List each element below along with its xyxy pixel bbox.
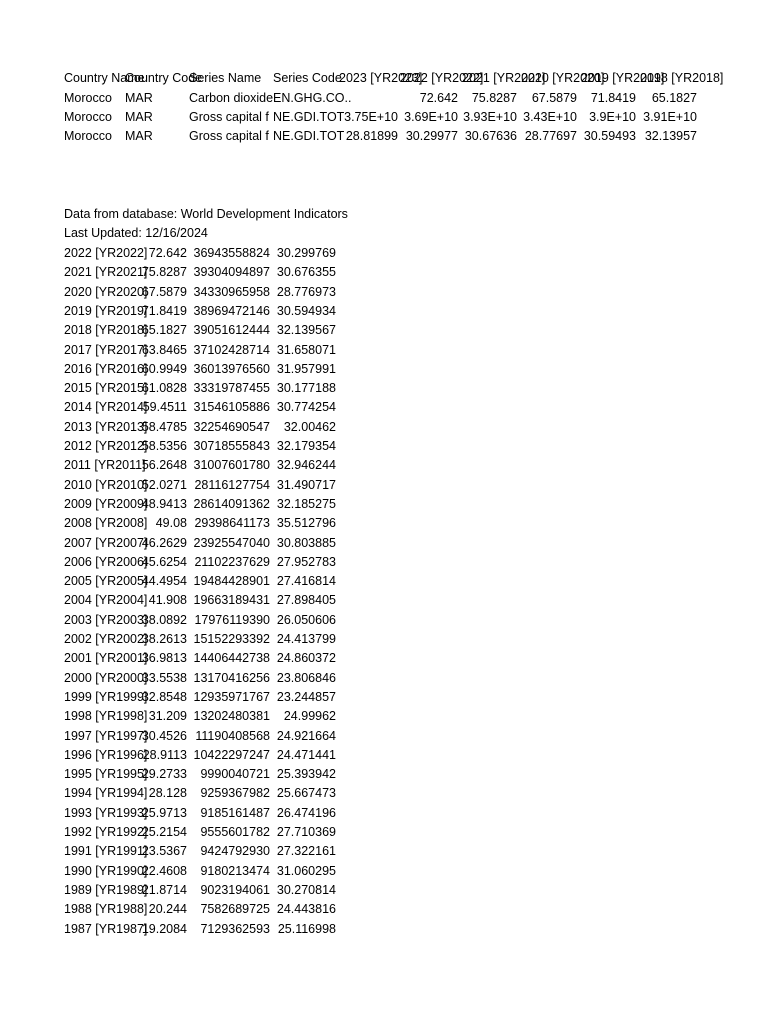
co2-value-cell[interactable]: 45.6254	[141, 554, 187, 569]
header-2021[interactable]: 2021 [YR2021]	[462, 71, 546, 85]
value-cell-2022[interactable]: 3.69E+10	[404, 110, 458, 124]
co2-value-cell[interactable]: 67.5879	[141, 284, 187, 299]
gross-capital-value-cell[interactable]: 19484428901	[193, 574, 270, 589]
year-cell[interactable]: 1999 [YR1999]	[64, 689, 148, 704]
co2-value-cell[interactable]: 58.4785	[141, 419, 187, 434]
co2-value-cell[interactable]: 28.9113	[142, 747, 187, 762]
gross-capital-pct-cell[interactable]: 31.490717	[276, 477, 336, 492]
table-row	[0, 823, 768, 842]
year-cell[interactable]: 2014 [YR2014]	[64, 400, 148, 415]
year-cell[interactable]: 2016 [YR2016]	[64, 361, 148, 376]
country-code-cell[interactable]: MAR	[125, 110, 153, 124]
gross-capital-pct-cell[interactable]: 31.060295	[276, 863, 336, 878]
gross-capital-value-cell[interactable]: 31007601780	[193, 458, 270, 473]
value-cell-2022[interactable]: 72.642	[419, 91, 458, 105]
header-2018[interactable]: 2018 [YR2018]	[640, 71, 724, 85]
gross-capital-pct-cell[interactable]: 26.050606	[276, 612, 336, 627]
gross-capital-value-cell[interactable]: 7129362593	[200, 921, 270, 936]
co2-value-cell[interactable]: 20.244	[148, 902, 187, 917]
co2-value-cell[interactable]: 38.2613	[141, 632, 187, 646]
gross-capital-value-cell[interactable]: 36943558824	[193, 246, 270, 260]
co2-value-cell[interactable]: 25.2154	[141, 825, 187, 839]
gross-capital-value-cell[interactable]: 9185161487	[200, 805, 270, 820]
co2-value-cell[interactable]: 52.0271	[141, 477, 187, 492]
series-code-cell[interactable]: EN.GHG.CO..	[273, 91, 352, 105]
co2-value-cell[interactable]: 33.5538	[141, 670, 187, 685]
source-note[interactable]: Data from database: World Development Indicators	[64, 207, 348, 221]
co2-value-cell[interactable]: 48.9413	[141, 496, 187, 511]
gross-capital-pct-cell[interactable]: 25.393942	[276, 767, 336, 782]
co2-value-cell[interactable]: 30.4526	[141, 728, 187, 743]
table-row	[0, 418, 768, 437]
table-row	[0, 572, 768, 591]
table-row	[0, 553, 768, 572]
table-row	[0, 476, 768, 495]
header-series-name[interactable]: Series Name	[189, 71, 262, 85]
gross-capital-value-cell[interactable]: 19663189431	[193, 593, 270, 608]
gross-capital-pct-cell[interactable]: 24.443816	[276, 902, 336, 917]
table-row	[0, 804, 768, 823]
gross-capital-value-cell[interactable]: 28116127754	[194, 477, 270, 492]
gross-capital-pct-cell[interactable]: 24.413799	[276, 632, 336, 646]
co2-value-cell[interactable]: 31.209	[148, 709, 187, 724]
country-name-cell[interactable]: Morocco	[64, 91, 112, 105]
table-row	[0, 862, 768, 881]
value-cell-2019[interactable]: 71.8419	[590, 91, 636, 105]
table-row	[0, 649, 768, 668]
value-cell-2018[interactable]: 32.13957	[644, 129, 697, 143]
co2-value-cell[interactable]: 58.5356	[141, 439, 187, 453]
year-cell[interactable]: 1994 [YR1994]	[64, 786, 148, 801]
year-cell[interactable]: 2004 [YR2004]	[64, 593, 148, 608]
year-cell[interactable]: 2013 [YR2013]	[64, 419, 148, 434]
table-row	[0, 688, 768, 707]
gross-capital-pct-cell[interactable]: 30.270814	[276, 882, 336, 897]
year-cell[interactable]: 2001 [YR2001]	[64, 651, 148, 666]
gross-capital-pct-cell[interactable]: 32.139567	[276, 323, 336, 338]
table-row	[0, 630, 768, 649]
year-cell[interactable]: 1992 [YR1992]	[64, 825, 148, 839]
gross-capital-value-cell[interactable]: 38969472146	[193, 303, 270, 318]
co2-value-cell[interactable]: 41.908	[148, 593, 187, 608]
table-row	[0, 669, 768, 688]
gross-capital-value-cell[interactable]: 14406442738	[193, 651, 270, 666]
series-name-cell[interactable]: Gross capital f	[189, 129, 269, 143]
country-name-cell[interactable]: Morocco	[64, 129, 112, 143]
table-row	[0, 514, 768, 533]
co2-value-cell[interactable]: 59.4511	[142, 400, 187, 415]
co2-value-cell[interactable]: 22.4608	[141, 863, 187, 878]
co2-value-cell[interactable]: 23.5367	[141, 844, 187, 859]
country-code-cell[interactable]: MAR	[125, 129, 153, 143]
gross-capital-pct-cell[interactable]: 23.244857	[276, 689, 336, 704]
table-row	[0, 920, 768, 939]
value-cell-2020[interactable]: 67.5879	[531, 91, 577, 105]
gross-capital-value-cell[interactable]: 15152293392	[193, 632, 270, 646]
co2-value-cell[interactable]: 19.2084	[141, 921, 187, 936]
table-row	[0, 495, 768, 514]
country-code-cell[interactable]: MAR	[125, 91, 153, 105]
gross-capital-value-cell[interactable]: 9259367982	[200, 786, 270, 801]
year-cell[interactable]: 2015 [YR2015]	[64, 381, 148, 396]
co2-value-cell[interactable]: 36.9813	[141, 651, 187, 666]
gross-capital-pct-cell[interactable]: 30.774254	[276, 400, 336, 415]
co2-value-cell[interactable]: 63.8465	[141, 342, 187, 357]
table-row	[0, 360, 768, 379]
co2-value-cell[interactable]: 29.2733	[141, 767, 187, 782]
value-cell-2022[interactable]: 30.29977	[405, 129, 458, 143]
co2-value-cell[interactable]: 38.0892	[141, 612, 187, 627]
gross-capital-value-cell[interactable]: 28614091362	[193, 496, 270, 511]
value-cell-2019[interactable]: 3.9E+10	[589, 110, 636, 124]
year-cell[interactable]: 1989 [YR1989]	[64, 882, 148, 897]
gross-capital-pct-cell[interactable]: 35.512796	[276, 516, 336, 531]
gross-capital-pct-cell[interactable]: 32.185275	[276, 496, 336, 511]
country-name-cell[interactable]: Morocco	[64, 110, 112, 124]
co2-value-cell[interactable]: 60.9949	[141, 361, 187, 376]
header-row	[0, 69, 768, 88]
gross-capital-value-cell[interactable]: 9023194061	[200, 882, 270, 897]
table-row	[0, 379, 768, 398]
table-row	[0, 842, 768, 861]
header-country-code[interactable]: Country Code	[125, 71, 203, 85]
header-series-code[interactable]: Series Code	[273, 71, 342, 85]
table-row	[0, 746, 768, 765]
year-cell[interactable]: 2021 [YR2021]	[64, 265, 148, 280]
gross-capital-value-cell[interactable]: 7582689725	[200, 902, 270, 917]
table-row	[0, 765, 768, 784]
gross-capital-value-cell[interactable]: 21102237629	[194, 554, 270, 569]
gross-capital-pct-cell[interactable]: 24.99962	[283, 709, 336, 724]
gross-capital-pct-cell[interactable]: 27.416814	[276, 574, 336, 589]
gross-capital-pct-cell[interactable]: 32.00462	[283, 419, 336, 434]
year-cell[interactable]: 1997 [YR1997]	[64, 728, 148, 743]
table-row	[0, 591, 768, 610]
table-row	[0, 89, 768, 108]
year-cell[interactable]: 2010 [YR2010]	[64, 477, 148, 492]
year-cell[interactable]: 2007 [YR2007]	[64, 535, 148, 550]
gross-capital-pct-cell[interactable]: 25.667473	[276, 786, 336, 801]
co2-value-cell[interactable]: 32.8548	[141, 689, 187, 704]
year-cell[interactable]: 2002 [YR2002]	[64, 632, 148, 646]
value-cell-2021[interactable]: 75.8287	[471, 91, 517, 105]
gross-capital-pct-cell[interactable]: 27.952783	[276, 554, 336, 569]
gross-capital-pct-cell[interactable]: 27.322161	[276, 844, 336, 859]
table-row	[0, 127, 768, 146]
gross-capital-value-cell[interactable]: 34330965958	[193, 284, 270, 299]
year-cell[interactable]: 1991 [YR1991]	[64, 844, 148, 859]
value-cell-2018[interactable]: 3.91E+10	[643, 110, 697, 124]
table-row	[0, 302, 768, 321]
gross-capital-pct-cell[interactable]: 32.946244	[276, 458, 336, 473]
gross-capital-pct-cell[interactable]: 28.776973	[276, 284, 336, 299]
value-cell-2021[interactable]: 3.93E+10	[463, 110, 517, 124]
table-row	[0, 900, 768, 919]
gross-capital-value-cell[interactable]: 29398641173	[194, 516, 270, 531]
table-row	[0, 321, 768, 340]
co2-value-cell[interactable]: 21.8714	[141, 882, 187, 897]
value-cell-2020[interactable]: 3.43E+10	[523, 110, 577, 124]
year-cell[interactable]: 1987 [YR1987]	[64, 921, 148, 936]
gross-capital-value-cell[interactable]: 37102428714	[193, 342, 270, 357]
table-row	[0, 534, 768, 553]
gross-capital-value-cell[interactable]: 9555601782	[200, 825, 270, 839]
gross-capital-pct-cell[interactable]: 23.806846	[276, 670, 336, 685]
value-cell-2023[interactable]: 3.75E+10	[344, 110, 398, 124]
header-country-name[interactable]: Country Name	[64, 71, 145, 85]
year-cell[interactable]: 1990 [YR1990]	[64, 863, 148, 878]
co2-value-cell[interactable]: 61.0828	[141, 381, 187, 396]
table-row	[0, 341, 768, 360]
value-cell-2018[interactable]: 65.1827	[651, 91, 697, 105]
value-cell-2023[interactable]: 28.81899	[345, 129, 398, 143]
gross-capital-value-cell[interactable]: 33319787455	[193, 381, 270, 396]
last-updated-note[interactable]: Last Updated: 12/16/2024	[64, 226, 208, 240]
table-row	[0, 398, 768, 417]
table-row	[0, 881, 768, 900]
gross-capital-pct-cell[interactable]: 27.898405	[276, 593, 336, 608]
co2-value-cell[interactable]: 71.8419	[141, 303, 187, 318]
header-2023[interactable]: 2023 [YR2023]	[339, 71, 423, 85]
gross-capital-pct-cell[interactable]: 26.474196	[276, 805, 336, 820]
gross-capital-value-cell[interactable]: 11190408568	[195, 728, 270, 743]
gross-capital-value-cell[interactable]: 13170416256	[193, 670, 270, 685]
gross-capital-value-cell[interactable]: 9990040721	[200, 767, 270, 782]
year-cell[interactable]: 2019 [YR2019]	[64, 303, 148, 318]
series-code-cell[interactable]: NE.GDI.TOT	[273, 129, 345, 143]
gross-capital-pct-cell[interactable]: 24.921664	[276, 728, 336, 743]
table-row	[0, 437, 768, 456]
co2-value-cell[interactable]: 56.2648	[141, 458, 187, 473]
table-row	[0, 707, 768, 726]
gross-capital-pct-cell[interactable]: 30.299769	[276, 246, 336, 260]
gross-capital-value-cell[interactable]: 30718555843	[193, 439, 270, 453]
year-cell[interactable]: 2008 [YR2008]	[64, 516, 148, 531]
table-row	[0, 784, 768, 803]
co2-value-cell[interactable]: 72.642	[148, 246, 187, 260]
year-cell[interactable]: 1995 [YR1995]	[64, 767, 148, 782]
co2-value-cell[interactable]: 65.1827	[141, 323, 187, 338]
co2-value-cell[interactable]: 25.9713	[141, 805, 187, 820]
gross-capital-pct-cell[interactable]: 32.179354	[276, 439, 336, 453]
gross-capital-value-cell[interactable]: 9180213474	[200, 863, 270, 878]
table-row	[0, 456, 768, 475]
header-2022[interactable]: 2022 [YR2022]	[400, 71, 484, 85]
year-cell[interactable]: 2017 [YR2017]	[64, 342, 148, 357]
gross-capital-value-cell[interactable]: 32254690547	[193, 419, 270, 434]
series-name-cell[interactable]: Carbon dioxide	[189, 91, 274, 105]
gross-capital-pct-cell[interactable]: 30.594934	[276, 303, 336, 318]
gross-capital-pct-cell[interactable]: 24.471441	[276, 747, 336, 762]
co2-value-cell[interactable]: 28.128	[148, 786, 187, 801]
year-cell[interactable]: 2005 [YR2005]	[64, 574, 148, 589]
gross-capital-value-cell[interactable]: 39051612444	[193, 323, 270, 338]
year-cell[interactable]: 2003 [YR2003]	[64, 612, 148, 627]
gross-capital-pct-cell[interactable]: 30.177188	[276, 381, 336, 396]
gross-capital-value-cell[interactable]: 10422297247	[193, 747, 270, 762]
year-cell[interactable]: 1996 [YR1996]	[64, 747, 148, 762]
table-row	[0, 727, 768, 746]
series-name-cell[interactable]: Gross capital f	[189, 110, 269, 124]
table-row	[0, 108, 768, 127]
gross-capital-pct-cell[interactable]: 30.803885	[276, 535, 336, 550]
gross-capital-value-cell[interactable]: 39304094897	[193, 265, 270, 280]
table-row	[0, 263, 768, 282]
table-row	[0, 283, 768, 302]
gross-capital-pct-cell[interactable]: 25.116998	[277, 921, 336, 936]
year-cell[interactable]: 2018 [YR2018]	[64, 323, 148, 338]
table-row	[0, 611, 768, 630]
year-cell[interactable]: 1993 [YR1993]	[64, 805, 148, 820]
year-cell[interactable]: 2009 [YR2009]	[64, 496, 148, 511]
year-cell[interactable]: 2000 [YR2000]	[64, 670, 148, 685]
gross-capital-value-cell[interactable]: 36013976560	[193, 361, 270, 376]
gross-capital-pct-cell[interactable]: 30.676355	[276, 265, 336, 280]
table-row	[0, 244, 768, 263]
co2-value-cell[interactable]: 44.4954	[141, 574, 187, 589]
gross-capital-value-cell[interactable]: 9424792930	[200, 844, 270, 859]
co2-value-cell[interactable]: 46.2629	[141, 535, 187, 550]
value-cell-2021[interactable]: 30.67636	[464, 129, 517, 143]
gross-capital-value-cell[interactable]: 12935971767	[193, 689, 270, 704]
gross-capital-pct-cell[interactable]: 24.860372	[276, 651, 336, 666]
gross-capital-value-cell[interactable]: 31546105886	[193, 400, 270, 415]
year-cell[interactable]: 1998 [YR1998]	[64, 709, 148, 724]
year-cell[interactable]: 1988 [YR1988]	[64, 902, 148, 917]
co2-value-cell[interactable]: 49.08	[155, 516, 187, 531]
header-2020[interactable]: 2020 [YR2020]	[521, 71, 605, 85]
value-cell-2019[interactable]: 30.59493	[583, 129, 636, 143]
value-cell-2023[interactable]	[339, 89, 398, 108]
series-code-cell[interactable]: NE.GDI.TOT	[273, 110, 345, 124]
gross-capital-value-cell[interactable]: 13202480381	[193, 709, 270, 724]
value-cell-2020[interactable]: 28.77697	[524, 129, 577, 143]
gross-capital-value-cell[interactable]: 23925547040	[193, 535, 270, 550]
year-cell[interactable]: 2020 [YR2020]	[64, 284, 148, 299]
year-cell[interactable]: 2006 [YR2006]	[64, 554, 148, 569]
gross-capital-value-cell[interactable]: 17976119390	[194, 612, 270, 627]
gross-capital-pct-cell[interactable]: 31.658071	[276, 342, 336, 357]
year-cell[interactable]: 2022 [YR2022]	[64, 246, 148, 260]
year-cell[interactable]: 2012 [YR2012]	[64, 439, 148, 453]
header-2019[interactable]: 2019 [YR2019]	[581, 71, 665, 85]
year-cell[interactable]: 2011 [YR2011]	[64, 458, 146, 473]
gross-capital-pct-cell[interactable]: 27.710369	[276, 825, 336, 839]
gross-capital-pct-cell[interactable]: 31.957991	[276, 361, 336, 376]
co2-value-cell[interactable]: 75.8287	[141, 265, 187, 280]
